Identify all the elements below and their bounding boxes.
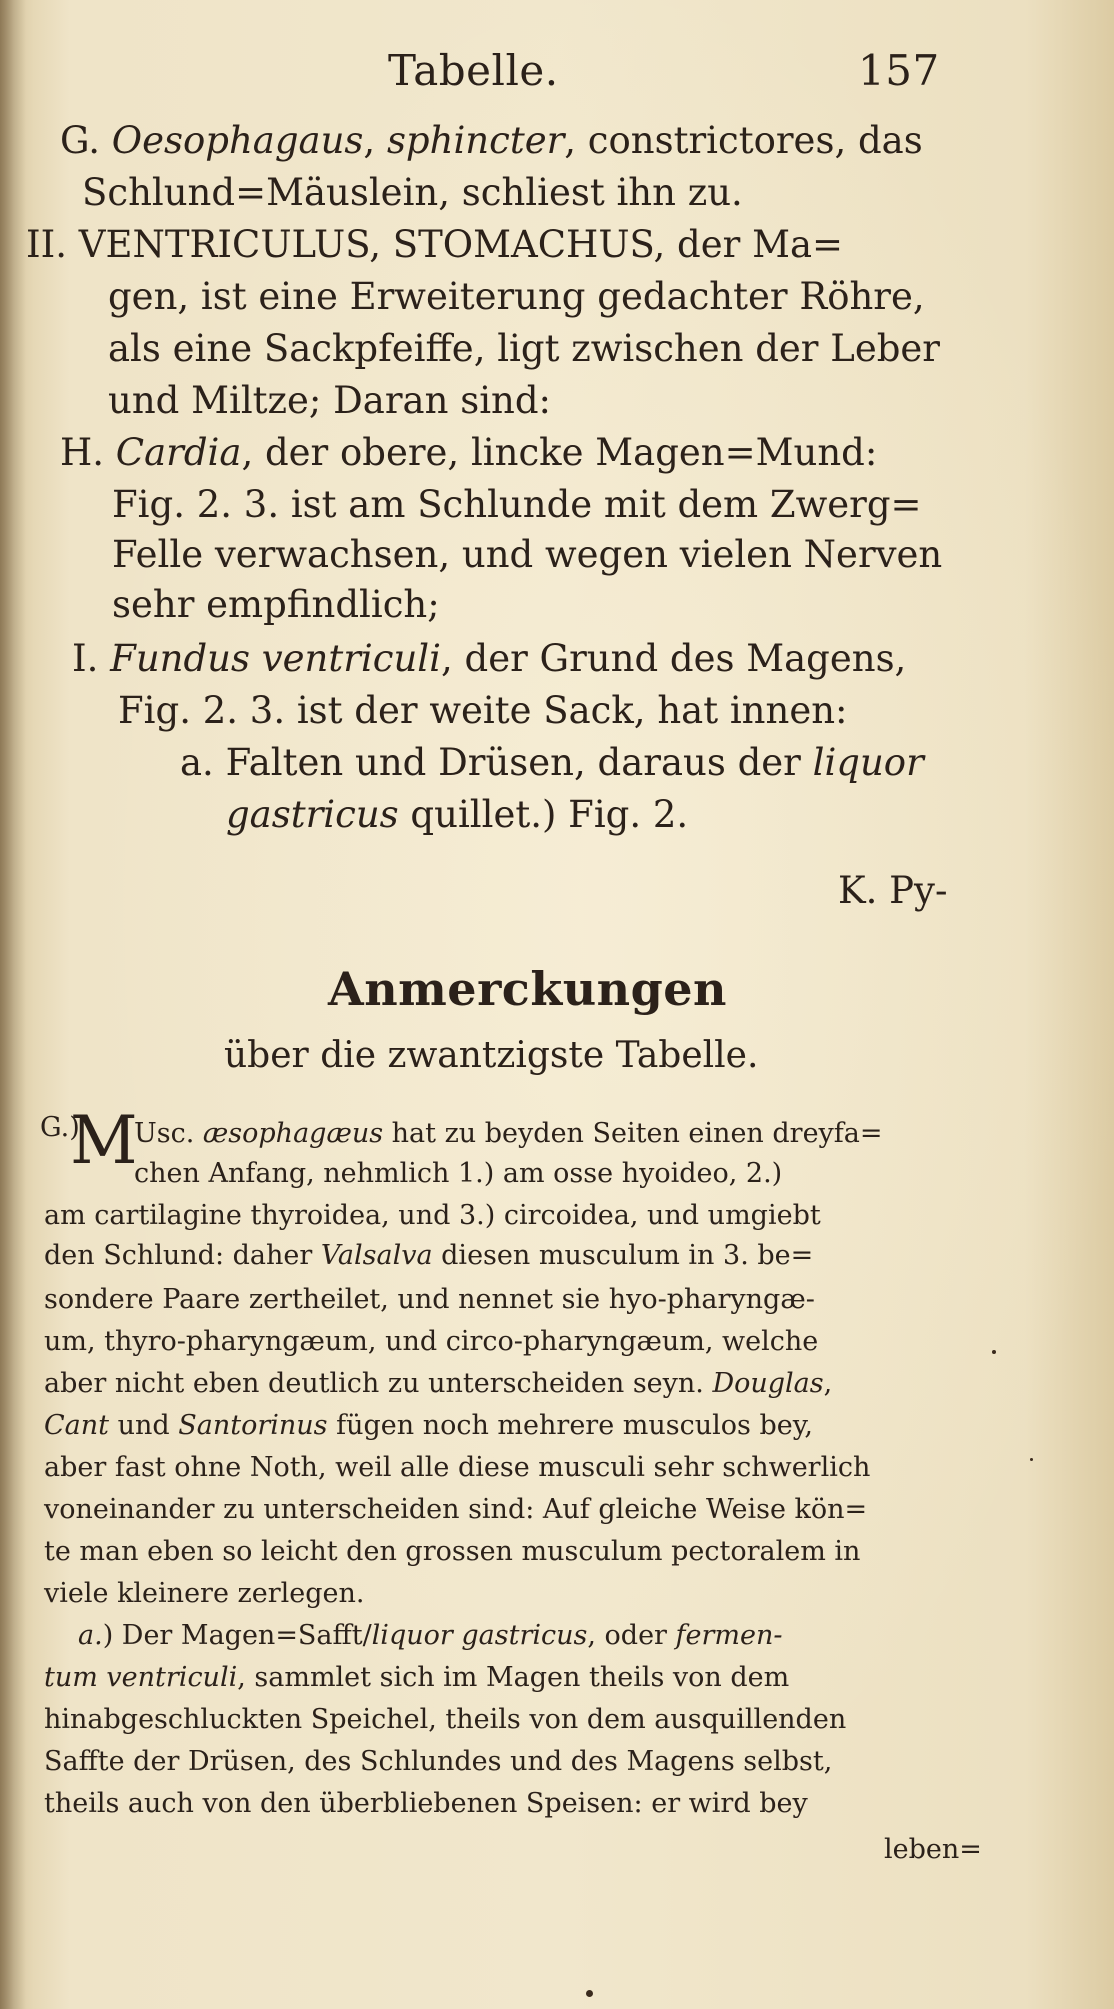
text-line: viele kleinere zerlegen. bbox=[44, 1578, 365, 1609]
text-line: Saffte der Drüsen, des Schlundes und des Magens selbst, bbox=[44, 1746, 833, 1777]
text-line: gastricus quillet.) Fig. 2. bbox=[226, 793, 689, 836]
text-line: um, thyro-pharyngæum, und circo-pharyngæum, welche bbox=[44, 1326, 819, 1357]
text-line: I. Fundus ventriculi, der Grund des Magens, bbox=[72, 637, 907, 680]
text-line: Cant und Santorinus fügen noch mehrere musculos bey, bbox=[44, 1410, 813, 1441]
section-subheading: über die zwantzigste Tabelle. bbox=[224, 1035, 759, 1076]
text-line: aber nicht eben deutlich zu unterscheiden seyn. Douglas, bbox=[44, 1368, 833, 1399]
text-line: Felle verwachsen, und wegen vielen Nerven bbox=[112, 533, 943, 576]
text-line: Fig. 2. 3. ist der weite Sack, hat innen: bbox=[118, 689, 848, 732]
text-line: als eine Sackpfeiffe, ligt zwischen der Leber bbox=[108, 327, 940, 370]
text-line: G. Oesophagaus, sphincter, constrictores, das bbox=[60, 119, 923, 162]
text-line: hinabgeschluckten Speichel, theils von dem ausquillenden bbox=[44, 1704, 847, 1735]
section-heading: Anmerckungen bbox=[328, 962, 727, 1016]
ink-speck bbox=[1030, 1458, 1033, 1461]
text-line: den Schlund: daher Valsalva diesen musculum in 3. be= bbox=[44, 1240, 814, 1271]
text-line: a.) Der Magen=Safft/liquor gastricus, oder fermen- bbox=[78, 1620, 783, 1651]
drop-capital: M bbox=[70, 1102, 138, 1179]
ink-speck bbox=[586, 1990, 593, 1997]
text-line: sondere Paare zertheilet, und nennet sie hyo-pharyngæ- bbox=[44, 1284, 815, 1315]
page-number: 157 bbox=[858, 46, 940, 95]
ink-speck bbox=[992, 1350, 996, 1354]
catchword: K. Py- bbox=[838, 869, 948, 912]
text-line: voneinander zu unterscheiden sind: Auf gleiche Weise kön= bbox=[44, 1494, 868, 1525]
text-line: a. Falten und Drüsen, daraus der liquor bbox=[180, 741, 924, 784]
catchword: leben= bbox=[884, 1834, 982, 1865]
text-line: Schlund=Mäuslein, schliest ihn zu. bbox=[82, 171, 743, 214]
text-line: H. Cardia, der obere, lincke Magen=Mund: bbox=[60, 431, 878, 474]
text-line: Usc. æsophagæus hat zu beyden Seiten einen dreyfa= bbox=[134, 1118, 883, 1149]
text-line: theils auch von den überbliebenen Speisen: er wird bey bbox=[44, 1788, 808, 1819]
text-line: II. VENTRICULUS, STOMACHUS, der Ma= bbox=[26, 223, 844, 266]
running-title: Tabelle. bbox=[388, 46, 559, 95]
text-line: am cartilagine thyroidea, und 3.) circoidea, und umgiebt bbox=[44, 1200, 821, 1231]
text-line: sehr empfindlich; bbox=[112, 583, 440, 626]
text-line: chen Anfang, nehmlich 1.) am osse hyoideo, 2.) bbox=[134, 1158, 783, 1189]
text-line: tum ventriculi, sammlet sich im Magen theils von dem bbox=[44, 1662, 790, 1693]
text-line: Fig. 2. 3. ist am Schlunde mit dem Zwerg= bbox=[112, 483, 922, 526]
text-line: gen, ist eine Erweiterung gedachter Röhre, bbox=[108, 275, 925, 318]
note-label: G.) bbox=[40, 1112, 80, 1143]
text-line: aber fast ohne Noth, weil alle diese musculi sehr schwerlich bbox=[44, 1452, 871, 1483]
text-line: te man eben so leicht den grossen musculum pectoralem in bbox=[44, 1536, 861, 1567]
text-line: und Miltze; Daran sind: bbox=[108, 379, 552, 422]
